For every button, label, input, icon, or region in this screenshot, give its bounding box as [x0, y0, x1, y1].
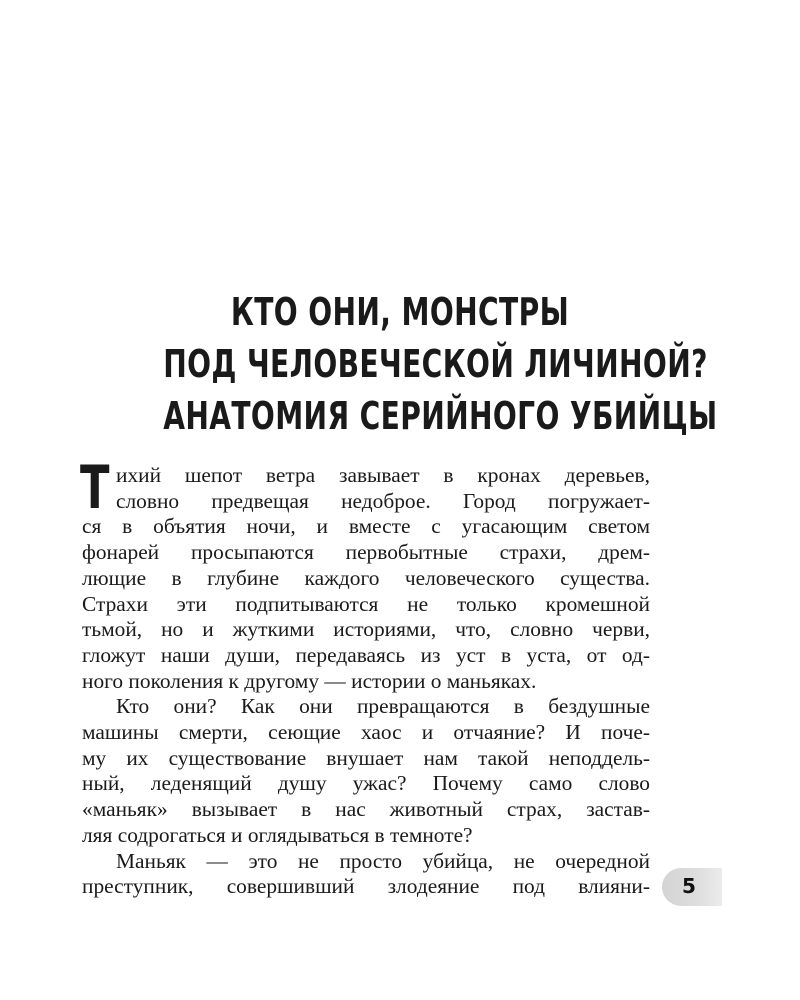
text-line: тьмой, но и жуткими историями, что, словно черви, [82, 617, 650, 642]
drop-cap: Т [80, 453, 110, 523]
text-line: ся в объятия ночи, и вместе с угасающим светом [82, 514, 650, 539]
text-line: преступник, совершивший злодеяние под влияни- [82, 874, 650, 899]
paragraph-1 [82, 463, 650, 694]
text-line: машины смерти, сеющие хаос и отчаяние? И поче- [82, 720, 650, 745]
text-line: Кто они? Как они превращаются в бездушные [116, 694, 650, 719]
text-line: Страхи эти подпитываются не только кромешной [82, 591, 650, 616]
page-number: 5 [682, 874, 696, 898]
text-line: словно предвещая недоброе. Город погружает- [116, 488, 650, 513]
text-line: ный, леденящий душу ужас? Почему само слово [82, 771, 650, 796]
paragraph-2 [82, 694, 650, 848]
text-line: ихий шепот ветра завывает в кронах деревьев, [116, 463, 650, 487]
text-line: фонарей просыпаются первобытные страхи, дрем- [82, 540, 650, 565]
chapter-heading-line-3: АНАТОМИЯ СЕРИЙНОГО УБИЙЦЫ [163, 394, 718, 438]
text-line: «маньяк» вызывает в нас животный страх, застав- [82, 797, 650, 822]
paragraph-3 [82, 849, 650, 900]
text-line: лющие в глубине каждого человеческого существа. [82, 565, 650, 590]
text-line: гложут наши души, передаваясь из уст в уста, от од- [82, 642, 650, 667]
page-number-tab [662, 868, 722, 906]
chapter-heading-line-1: КТО ОНИ, МОНСТРЫ [230, 290, 570, 334]
text-line: му их существование внушает нам такой неподдель- [82, 745, 650, 770]
text-line: Маньяк — это не просто убийца, не очередной [116, 848, 650, 873]
body-text [82, 463, 650, 900]
chapter-heading-line-2: ПОД ЧЕЛОВЕЧЕСКОЙ ЛИЧИНОЙ? [163, 342, 708, 386]
text-line: ляя содрогаться и оглядываться в темноте? [82, 822, 473, 847]
chapter-heading [163, 286, 718, 442]
text-line: ного поколения к другому — истории о маньяках. [82, 668, 537, 693]
